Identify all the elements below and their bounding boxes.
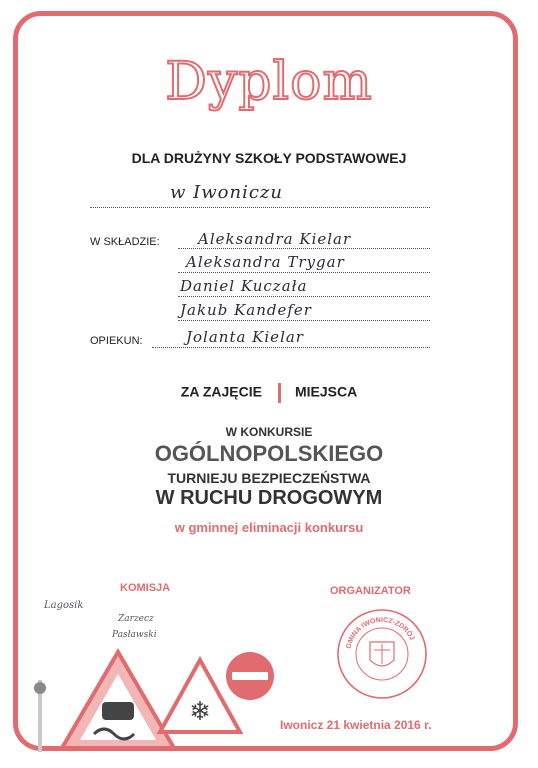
team-member-2: Aleksandra Trygar xyxy=(186,253,345,271)
placement-separator xyxy=(278,383,281,403)
team-member-3: Daniel Kuczała xyxy=(180,277,308,295)
team-member-4: Jakub Kandefer xyxy=(180,301,312,319)
contest-line-5: w gminnej eliminacji konkursu xyxy=(174,520,364,535)
commission-signature-2: Zarzecz xyxy=(118,614,154,624)
svg-text:GMINA IWONICZ-ZDRÓJ xyxy=(345,617,415,650)
team-member-1: Aleksandra Kielar xyxy=(198,230,352,248)
guardian-label: OPIEKUN: xyxy=(90,335,143,347)
guardian-dotted-line xyxy=(152,347,430,348)
commission-signature-1: Lagosik xyxy=(44,600,84,611)
commission-signature-3: Pasławski xyxy=(112,630,157,640)
organizer-label: ORGANIZATOR xyxy=(330,585,411,597)
diploma-subtitle: DLA DRUŻYNY SZKOŁY PODSTAWOWEJ xyxy=(131,150,407,166)
stamp-text: GMINA IWONICZ-ZDRÓJ xyxy=(345,616,416,650)
placement-left-text: ZA ZAJĘCIE xyxy=(180,383,262,400)
contest-line-4: W RUCHU DROGOWYM xyxy=(155,487,383,509)
issue-date: Iwonicz 21 kwietnia 2016 r. xyxy=(280,718,432,732)
road-signs-illustration xyxy=(18,640,288,752)
diploma-title: Dyplom xyxy=(165,52,373,112)
team-dotted-line-1 xyxy=(178,248,430,249)
no-entry-sign-icon xyxy=(226,652,274,700)
team-dotted-line-3 xyxy=(178,296,430,297)
svg-text:❄: ❄ xyxy=(189,696,211,726)
placement-line xyxy=(0,383,538,403)
commission-label: KOMISJA xyxy=(120,582,171,594)
school-dotted-line xyxy=(90,207,430,208)
contest-line-1: W KONKURSIE xyxy=(225,425,313,439)
team-label: W SKŁADZIE: xyxy=(90,236,160,248)
guardian-name: Jolanta Kielar xyxy=(186,328,304,346)
contest-line-3: TURNIEJU BEZPIECZEŃSTWA xyxy=(167,470,371,486)
school-name-handwritten: w Iwoniczu xyxy=(170,182,283,203)
municipal-stamp-icon xyxy=(334,606,430,702)
contest-line-2: OGÓLNOPOLSKIEGO xyxy=(154,441,384,466)
placement-right-text: MIEJSCA xyxy=(294,383,358,400)
team-dotted-line-4 xyxy=(178,320,430,321)
team-dotted-line-2 xyxy=(178,272,430,273)
